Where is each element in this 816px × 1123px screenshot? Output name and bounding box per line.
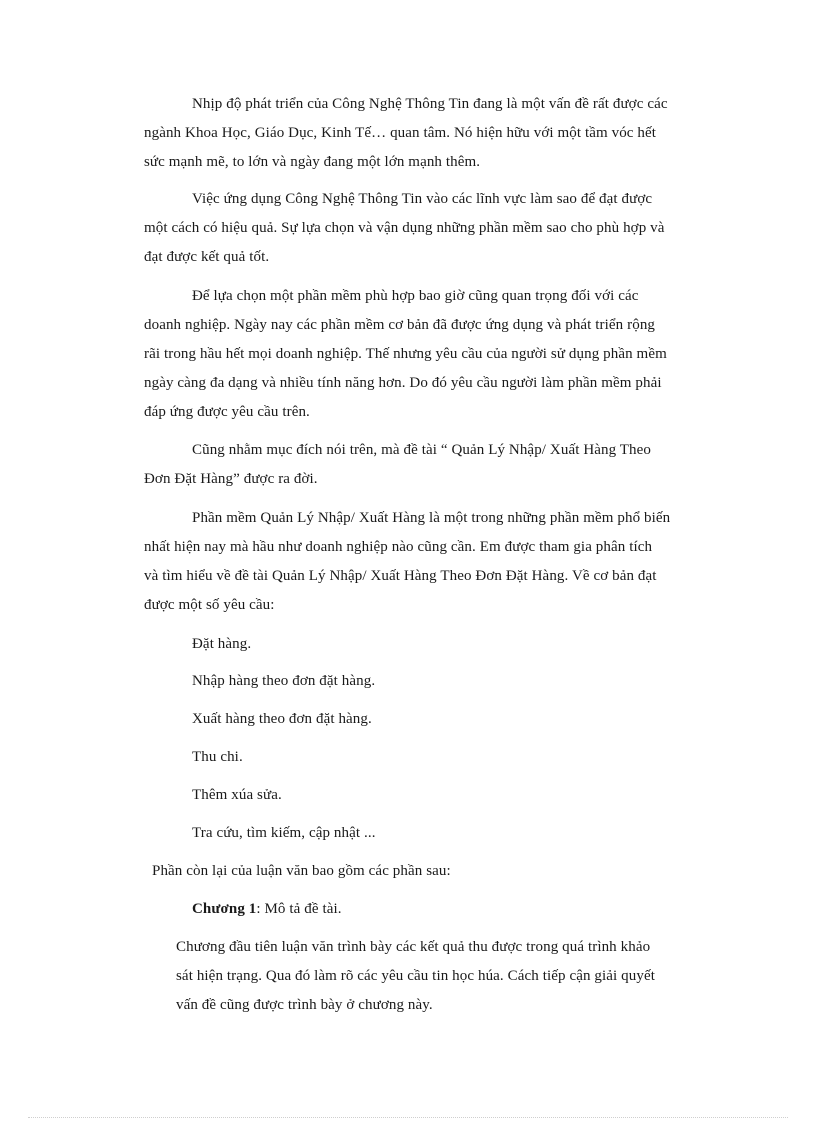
paragraph-line: doanh nghiệp. Ngày nay các phần mềm cơ bản đã được ứng dụng và phát triển rộng [144,317,656,333]
list-item: Thêm xúa sửa. [192,787,282,803]
paragraph-line: Việc ứng dụng Công Nghệ Thông Tin vào các lĩnh vực làm sao để đạt được [192,191,653,207]
paragraph-line: và tìm hiểu về đề tài Quản Lý Nhập/ Xuất Hàng Theo Đơn Đặt Hàng. Về cơ bản đạt [144,568,657,584]
paragraph-line: nhất hiện nay mà hầu như doanh nghiệp nào cũng cần. Em được tham gia phân tích [144,539,653,555]
paragraph-line: sức mạnh mẽ, to lớn và ngày đang một lớn mạnh thêm. [144,154,481,170]
list-item: Đặt hàng. [192,636,252,652]
paragraph-line: sát hiện trạng. Qua đó làm rõ các yêu cầu tin học húa. Cách tiếp cận giải quyết [176,968,655,984]
list-item: Xuất hàng theo đơn đặt hàng. [192,711,372,727]
paragraph-line: rãi trong hầu hết mọi doanh nghiệp. Thế nhưng yêu cầu của người sử dụng phần mềm [144,346,667,362]
paragraph-line: Đơn Đặt Hàng” được ra đời. [144,471,318,487]
paragraph-line: ngành Khoa Học, Giáo Dục, Kinh Tế… quan tâm. Nó hiện hữu với một tầm vóc hết [144,125,657,141]
list-item: Thu chi. [192,749,243,765]
chapter-heading [192,899,342,919]
paragraph-line: Để lựa chọn một phần mềm phù hợp bao giờ cũng quan trọng đối với các [192,288,639,304]
paragraph-line: đáp ứng được yêu cầu trên. [144,404,310,420]
chapter-label: Chương 1 [192,901,257,917]
list-item: Nhập hàng theo đơn đặt hàng. [192,673,376,689]
list-item: Tra cứu, tìm kiếm, cập nhật ... [192,825,376,841]
remainder-intro: Phần còn lại của luận văn bao gồm các phần sau: [152,863,451,879]
paragraph-line: Phần mềm Quản Lý Nhập/ Xuất Hàng là một trong những phần mềm phổ biến [192,510,671,526]
paragraph-line: Chương đầu tiên luận văn trình bày các kết quả thu được trong quá trình khảo [176,939,651,955]
paragraph-line: Cũng nhằm mục đích nói trên, mà đề tài “ Quản Lý Nhập/ Xuất Hàng Theo [192,442,652,458]
paragraph-line: được một số yêu cầu: [144,597,275,613]
chapter-title: : Mô tả đề tài. [256,901,342,917]
page-bottom-divider [28,1117,788,1118]
paragraph-line: vấn đề cũng được trình bày ở chương này. [176,997,433,1013]
paragraph-line: Nhịp độ phát triển của Công Nghệ Thông Tin đang là một vấn đề rất được các [192,96,668,112]
paragraph-line: ngày càng đa dạng và nhiều tính năng hơn. Do đó yêu cầu người làm phần mềm phải [144,375,662,391]
paragraph-line: đạt được kết quả tốt. [144,249,270,265]
paragraph-line: một cách có hiệu quả. Sự lựa chọn và vận dụng những phần mềm sao cho phù hợp và [144,220,665,236]
